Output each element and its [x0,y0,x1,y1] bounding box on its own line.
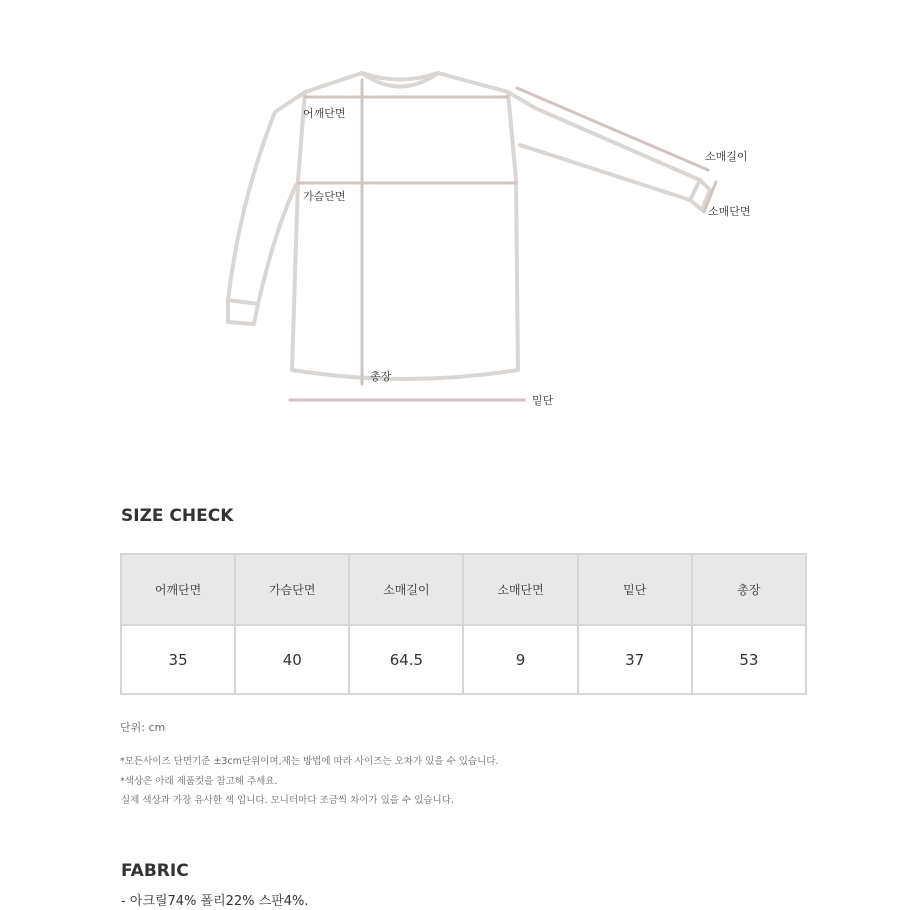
size-header-hem: 밑단 [578,554,692,625]
fabric-title: FABRIC [121,861,189,881]
size-header-shoulder: 어깨단면 [121,554,235,625]
monitor-note: 실제 색상과 가장 유사한 색 입니다. 모니터마다 조금씩 차이가 있을 수 있습니다. [121,795,454,806]
size-value-hem: 37 [578,625,692,694]
hem-label: 밑단 [532,394,554,407]
sleeve-length-label: 소매길이 [705,150,748,163]
size-header-sleeve-length: 소매길이 [349,554,463,625]
size-value-sleeve-width: 9 [463,625,577,694]
size-check-title: SIZE CHECK [121,506,234,526]
size-header-chest: 가슴단면 [235,554,349,625]
shoulder-label: 어깨단면 [303,107,346,120]
size-value-shoulder: 35 [121,625,235,694]
size-table [120,553,807,695]
chest-label: 가슴단면 [303,190,346,203]
sleeve-width-label: 소매단면 [708,205,751,218]
sweater-outline [228,73,710,379]
fabric-composition: - 아크릴74% 폴리22% 스판4%. [121,894,309,909]
sleeve-length-measure-line [517,88,708,170]
size-header-total-length: 총장 [692,554,806,625]
size-value-total-length: 53 [692,625,806,694]
garment-measurement-diagram [0,0,910,440]
size-table-value-row [121,625,806,694]
size-header-sleeve-width: 소매단면 [463,554,577,625]
unit-text: 단위: cm [120,721,166,734]
size-value-chest: 40 [235,625,349,694]
measurement-lines [290,80,716,400]
size-note: *모든사이즈 단면기준 ±3cm단위이며,재는 방법에 따라 사이즈는 오차가 있을 수 있습니다. [120,756,499,767]
total-length-label: 총장 [370,370,392,383]
color-note: *색상은 아래 제품컷을 참고해 주세요. [120,776,278,787]
size-table-header-row [121,554,806,625]
size-value-sleeve-length: 64.5 [349,625,463,694]
